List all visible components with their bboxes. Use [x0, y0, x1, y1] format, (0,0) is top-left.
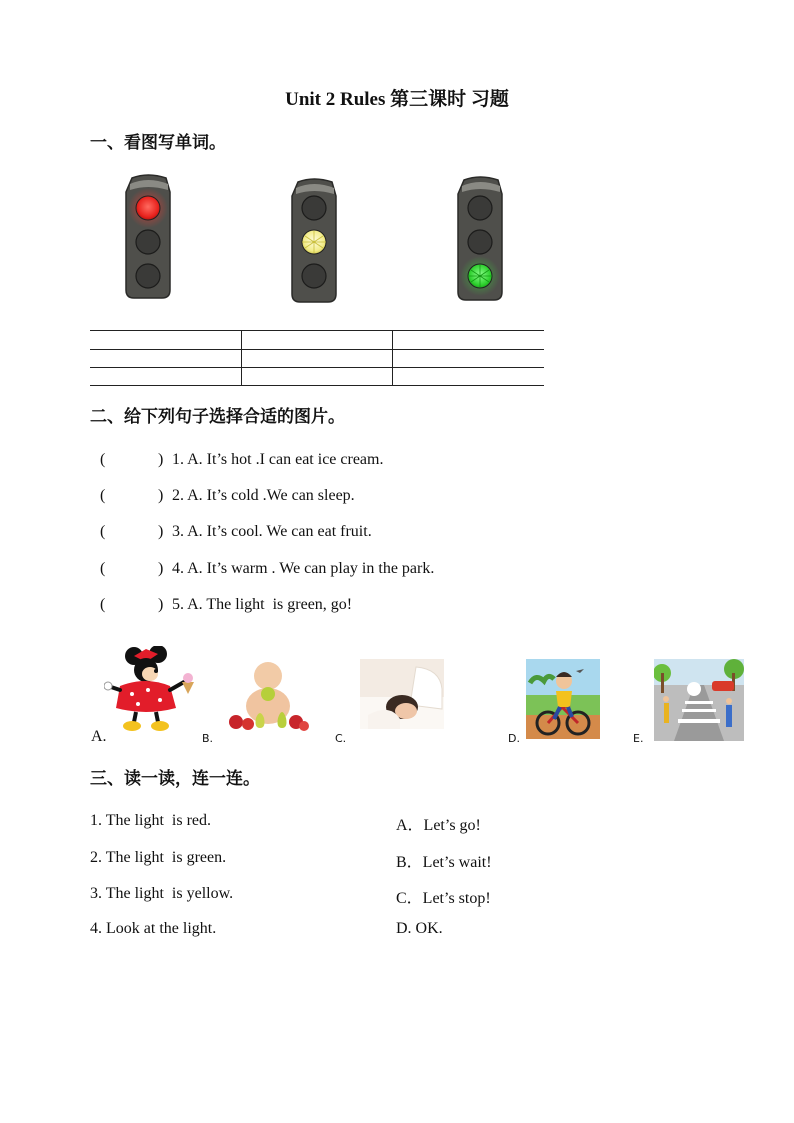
- paren-open: (: [100, 451, 106, 468]
- red-traffic-light-icon: [122, 172, 174, 300]
- paren-close: ): [158, 487, 164, 504]
- green-traffic-light-icon: [454, 174, 506, 302]
- question-text: 4. A. It’s warm . We can play in the park.: [172, 560, 435, 577]
- question-text: 1. A. It’s hot .I can eat ice cream.: [172, 451, 384, 468]
- picture-letter-b: B.: [202, 732, 214, 745]
- match-left-item: 4. Look at the light.: [90, 920, 217, 937]
- writing-table: [90, 330, 544, 386]
- question-row: [100, 560, 434, 578]
- child-riding-bike-icon: [526, 659, 600, 739]
- paren-close: ): [158, 451, 164, 468]
- match-left-item: 2. The light is green.: [90, 849, 227, 866]
- section-1-heading: 一、看图写单词。: [90, 133, 226, 153]
- match-right-item: C．Let’s stop!: [396, 890, 491, 907]
- question-text: 5. A. The light is green, go!: [172, 596, 353, 613]
- match-left-item: 1. The light is red.: [90, 812, 212, 829]
- yellow-traffic-light-icon: [288, 176, 340, 304]
- match-left-item: 3. The light is yellow.: [90, 885, 234, 902]
- question-row: [100, 596, 352, 614]
- picture-letter-e: E.: [633, 732, 644, 745]
- paren-open: (: [100, 487, 106, 504]
- picture-letter-c: C.: [335, 732, 347, 745]
- paren-open: (: [100, 596, 106, 613]
- question-row: [100, 451, 383, 469]
- question-text: 3. A. It’s cool. We can eat fruit.: [172, 523, 372, 540]
- section-2-heading: 二、给下列句子选择合适的图片。: [90, 407, 345, 427]
- question-row: [100, 487, 355, 505]
- street-crossing-icon: [654, 659, 744, 741]
- page-title: Unit 2 Rules 第三课时 习题: [285, 89, 509, 110]
- paren-open: (: [100, 560, 106, 577]
- paren-close: ): [158, 596, 164, 613]
- paren-open: (: [100, 523, 106, 540]
- section-3-heading: 三、读一读，连一连。: [90, 769, 260, 789]
- baby-with-fruit-icon: [226, 656, 310, 732]
- minnie-mouse-ice-cream-icon: [104, 646, 196, 732]
- match-right-item: A．Let’s go!: [396, 817, 481, 834]
- picture-letter-d: D.: [508, 732, 520, 745]
- paren-close: ): [158, 560, 164, 577]
- question-row: [100, 523, 372, 541]
- picture-letter-a: A.: [91, 728, 107, 745]
- match-right-item: D. OK.: [396, 920, 443, 937]
- paren-close: ): [158, 523, 164, 540]
- child-sleeping-icon: [360, 659, 444, 729]
- match-right-item: B．Let’s wait!: [396, 854, 492, 871]
- question-text: 2. A. It’s cold .We can sleep.: [172, 487, 355, 504]
